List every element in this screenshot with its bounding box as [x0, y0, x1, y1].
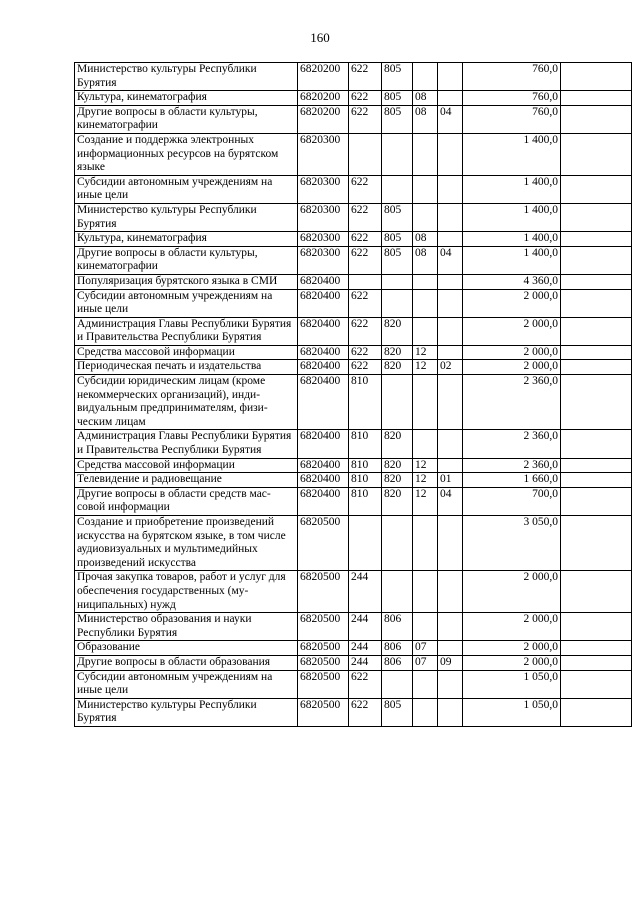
- target-article-cell: 6820400: [298, 345, 349, 360]
- amount-cell: 4 360,0: [463, 274, 561, 289]
- expense-type-cell: [349, 274, 382, 289]
- row-name-cell: Средства массовой информации: [75, 458, 298, 473]
- empty-cell: [561, 105, 632, 133]
- expense-type-cell: 810: [349, 430, 382, 458]
- admin-code-cell: 805: [382, 105, 413, 133]
- admin-code-cell: 820: [382, 430, 413, 458]
- row-name-cell: Образование: [75, 641, 298, 656]
- subsection-code-cell: 04: [438, 487, 463, 515]
- admin-code-cell: 820: [382, 473, 413, 488]
- empty-cell: [561, 458, 632, 473]
- table-row: [75, 670, 632, 698]
- target-article-cell: 6820200: [298, 105, 349, 133]
- empty-cell: [561, 232, 632, 247]
- amount-cell: 1 050,0: [463, 670, 561, 698]
- table-row: [75, 375, 632, 430]
- expense-type-cell: 622: [349, 246, 382, 274]
- subsection-code-cell: [438, 613, 463, 641]
- target-article-cell: 6820400: [298, 360, 349, 375]
- admin-code-cell: [382, 516, 413, 571]
- target-article-cell: 6820400: [298, 317, 349, 345]
- empty-cell: [561, 345, 632, 360]
- row-name-cell: Министерство культуры Республики Бурятия: [75, 63, 298, 91]
- budget-table: [74, 62, 632, 727]
- expense-type-cell: 244: [349, 655, 382, 670]
- empty-cell: [561, 473, 632, 488]
- amount-cell: 2 000,0: [463, 345, 561, 360]
- empty-cell: [561, 91, 632, 106]
- section-code-cell: [413, 175, 438, 203]
- admin-code-cell: 820: [382, 345, 413, 360]
- subsection-code-cell: [438, 91, 463, 106]
- target-article-cell: 6820400: [298, 274, 349, 289]
- row-name-cell: Телевидение и радиовещание: [75, 473, 298, 488]
- section-code-cell: [413, 317, 438, 345]
- subsection-code-cell: 01: [438, 473, 463, 488]
- empty-cell: [561, 175, 632, 203]
- section-code-cell: 12: [413, 458, 438, 473]
- expense-type-cell: 810: [349, 473, 382, 488]
- target-article-cell: 6820300: [298, 246, 349, 274]
- empty-cell: [561, 375, 632, 430]
- section-code-cell: 12: [413, 487, 438, 515]
- expense-type-cell: 622: [349, 345, 382, 360]
- empty-cell: [561, 289, 632, 317]
- subsection-code-cell: [438, 274, 463, 289]
- amount-cell: 2 000,0: [463, 655, 561, 670]
- amount-cell: 1 400,0: [463, 133, 561, 175]
- empty-cell: [561, 516, 632, 571]
- table-row: [75, 430, 632, 458]
- section-code-cell: [413, 430, 438, 458]
- table-row: [75, 698, 632, 726]
- target-article-cell: 6820500: [298, 641, 349, 656]
- table-row: [75, 655, 632, 670]
- section-code-cell: 12: [413, 473, 438, 488]
- section-code-cell: [413, 698, 438, 726]
- table-row: [75, 487, 632, 515]
- page-number: 160: [310, 30, 330, 45]
- subsection-code-cell: [438, 458, 463, 473]
- subsection-code-cell: [438, 430, 463, 458]
- subsection-code-cell: [438, 670, 463, 698]
- admin-code-cell: 820: [382, 360, 413, 375]
- amount-cell: 2 000,0: [463, 613, 561, 641]
- empty-cell: [561, 698, 632, 726]
- table-row: [75, 289, 632, 317]
- empty-cell: [561, 360, 632, 375]
- admin-code-cell: [382, 274, 413, 289]
- table-row: [75, 317, 632, 345]
- table-row: [75, 473, 632, 488]
- empty-cell: [561, 133, 632, 175]
- expense-type-cell: 622: [349, 317, 382, 345]
- empty-cell: [561, 317, 632, 345]
- subsection-code-cell: 09: [438, 655, 463, 670]
- expense-type-cell: 810: [349, 487, 382, 515]
- empty-cell: [561, 487, 632, 515]
- row-name-cell: Другие вопросы в области культуры, кинематографии: [75, 105, 298, 133]
- section-code-cell: [413, 571, 438, 613]
- target-article-cell: 6820400: [298, 458, 349, 473]
- row-name-cell: Другие вопросы в области культуры, кинематографии: [75, 246, 298, 274]
- amount-cell: 760,0: [463, 105, 561, 133]
- empty-cell: [561, 670, 632, 698]
- table-row: [75, 641, 632, 656]
- amount-cell: 2 000,0: [463, 571, 561, 613]
- expense-type-cell: 622: [349, 91, 382, 106]
- admin-code-cell: 806: [382, 613, 413, 641]
- amount-cell: 2 360,0: [463, 430, 561, 458]
- target-article-cell: 6820300: [298, 232, 349, 247]
- row-name-cell: Создание и приобретение произведений искусства на бурятском языке, в том числе аудиовизуальных и мультимедийных произведений искусства: [75, 516, 298, 571]
- subsection-code-cell: [438, 641, 463, 656]
- section-code-cell: [413, 670, 438, 698]
- table-row: [75, 91, 632, 106]
- row-name-cell: Создание и поддержка электронных информационных ресурсов на бурятском языке: [75, 133, 298, 175]
- target-article-cell: 6820400: [298, 473, 349, 488]
- admin-code-cell: [382, 175, 413, 203]
- subsection-code-cell: [438, 289, 463, 317]
- empty-cell: [561, 246, 632, 274]
- section-code-cell: [413, 63, 438, 91]
- section-code-cell: [413, 375, 438, 430]
- section-code-cell: 08: [413, 232, 438, 247]
- row-name-cell: Средства массовой информации: [75, 345, 298, 360]
- row-name-cell: Субсидии автономным учреждениям на иные цели: [75, 175, 298, 203]
- expense-type-cell: 810: [349, 458, 382, 473]
- admin-code-cell: 805: [382, 246, 413, 274]
- expense-type-cell: 622: [349, 175, 382, 203]
- amount-cell: 2 360,0: [463, 458, 561, 473]
- subsection-code-cell: [438, 317, 463, 345]
- admin-code-cell: 820: [382, 458, 413, 473]
- subsection-code-cell: [438, 175, 463, 203]
- row-name-cell: Министерство культуры Республики Бурятия: [75, 203, 298, 231]
- subsection-code-cell: 04: [438, 105, 463, 133]
- target-article-cell: 6820500: [298, 698, 349, 726]
- admin-code-cell: 805: [382, 91, 413, 106]
- admin-code-cell: 805: [382, 63, 413, 91]
- target-article-cell: 6820400: [298, 375, 349, 430]
- empty-cell: [561, 63, 632, 91]
- expense-type-cell: 622: [349, 670, 382, 698]
- subsection-code-cell: [438, 232, 463, 247]
- table-row: [75, 133, 632, 175]
- target-article-cell: 6820300: [298, 175, 349, 203]
- expense-type-cell: 810: [349, 375, 382, 430]
- row-name-cell: Культура, кинематография: [75, 232, 298, 247]
- expense-type-cell: 622: [349, 289, 382, 317]
- row-name-cell: Другие вопросы в области образования: [75, 655, 298, 670]
- amount-cell: 1 660,0: [463, 473, 561, 488]
- table-row: [75, 274, 632, 289]
- amount-cell: 2 000,0: [463, 641, 561, 656]
- table-row: [75, 345, 632, 360]
- empty-cell: [561, 613, 632, 641]
- expense-type-cell: [349, 516, 382, 571]
- budget-table-body: [75, 63, 632, 727]
- expense-type-cell: 622: [349, 698, 382, 726]
- subsection-code-cell: [438, 63, 463, 91]
- admin-code-cell: 805: [382, 232, 413, 247]
- admin-code-cell: 805: [382, 698, 413, 726]
- subsection-code-cell: [438, 571, 463, 613]
- amount-cell: 2 000,0: [463, 289, 561, 317]
- subsection-code-cell: [438, 698, 463, 726]
- expense-type-cell: 622: [349, 105, 382, 133]
- subsection-code-cell: [438, 345, 463, 360]
- row-name-cell: Министерство образования и науки Республики Бурятия: [75, 613, 298, 641]
- section-code-cell: 12: [413, 345, 438, 360]
- admin-code-cell: [382, 133, 413, 175]
- table-row: [75, 360, 632, 375]
- section-code-cell: 08: [413, 105, 438, 133]
- amount-cell: 1 400,0: [463, 232, 561, 247]
- row-name-cell: Администрация Главы Республики Бурятия и Правительства Республики Бурятия: [75, 430, 298, 458]
- amount-cell: 1 050,0: [463, 698, 561, 726]
- amount-cell: 1 400,0: [463, 246, 561, 274]
- row-name-cell: Субсидии юридическим лицам (кроме некоммерческих организаций), индивидуальным предпринимателям, физическим лицам: [75, 375, 298, 430]
- section-code-cell: 08: [413, 91, 438, 106]
- section-code-cell: 07: [413, 641, 438, 656]
- admin-code-cell: 805: [382, 203, 413, 231]
- expense-type-cell: 622: [349, 360, 382, 375]
- expense-type-cell: 244: [349, 613, 382, 641]
- row-name-cell: Популяризация бурятского языка в СМИ: [75, 274, 298, 289]
- row-name-cell: Культура, кинематография: [75, 91, 298, 106]
- amount-cell: 760,0: [463, 63, 561, 91]
- subsection-code-cell: [438, 203, 463, 231]
- empty-cell: [561, 641, 632, 656]
- table-row: [75, 203, 632, 231]
- section-code-cell: 12: [413, 360, 438, 375]
- section-code-cell: 07: [413, 655, 438, 670]
- target-article-cell: 6820300: [298, 203, 349, 231]
- table-row: [75, 613, 632, 641]
- subsection-code-cell: [438, 133, 463, 175]
- amount-cell: 2 000,0: [463, 360, 561, 375]
- section-code-cell: 08: [413, 246, 438, 274]
- table-row: [75, 232, 632, 247]
- expense-type-cell: 622: [349, 203, 382, 231]
- admin-code-cell: 806: [382, 641, 413, 656]
- section-code-cell: [413, 516, 438, 571]
- row-name-cell: Прочая закупка товаров, работ и услуг для обеспечения государственных (муниципальных) нужд: [75, 571, 298, 613]
- subsection-code-cell: 02: [438, 360, 463, 375]
- admin-code-cell: [382, 289, 413, 317]
- table-row: [75, 105, 632, 133]
- target-article-cell: 6820200: [298, 91, 349, 106]
- target-article-cell: 6820500: [298, 571, 349, 613]
- expense-type-cell: 244: [349, 641, 382, 656]
- admin-code-cell: 820: [382, 317, 413, 345]
- amount-cell: 3 050,0: [463, 516, 561, 571]
- amount-cell: 2 360,0: [463, 375, 561, 430]
- expense-type-cell: 622: [349, 63, 382, 91]
- subsection-code-cell: [438, 375, 463, 430]
- subsection-code-cell: 04: [438, 246, 463, 274]
- target-article-cell: 6820200: [298, 63, 349, 91]
- target-article-cell: 6820500: [298, 655, 349, 670]
- row-name-cell: Периодическая печать и издательства: [75, 360, 298, 375]
- target-article-cell: 6820500: [298, 516, 349, 571]
- section-code-cell: [413, 289, 438, 317]
- target-article-cell: 6820500: [298, 613, 349, 641]
- row-name-cell: Субсидии автономным учреждениям на иные цели: [75, 289, 298, 317]
- target-article-cell: 6820400: [298, 289, 349, 317]
- amount-cell: 1 400,0: [463, 203, 561, 231]
- row-name-cell: Администрация Главы Республики Бурятия и Правительства Республики Бурятия: [75, 317, 298, 345]
- section-code-cell: [413, 613, 438, 641]
- expense-type-cell: 622: [349, 232, 382, 247]
- table-row: [75, 571, 632, 613]
- target-article-cell: 6820500: [298, 670, 349, 698]
- amount-cell: 2 000,0: [463, 317, 561, 345]
- admin-code-cell: 820: [382, 487, 413, 515]
- table-row: [75, 516, 632, 571]
- row-name-cell: Министерство культуры Республики Бурятия: [75, 698, 298, 726]
- empty-cell: [561, 655, 632, 670]
- target-article-cell: 6820300: [298, 133, 349, 175]
- empty-cell: [561, 203, 632, 231]
- subsection-code-cell: [438, 516, 463, 571]
- empty-cell: [561, 430, 632, 458]
- amount-cell: 760,0: [463, 91, 561, 106]
- section-code-cell: [413, 203, 438, 231]
- expense-type-cell: [349, 133, 382, 175]
- empty-cell: [561, 571, 632, 613]
- expense-type-cell: 244: [349, 571, 382, 613]
- table-row: [75, 63, 632, 91]
- empty-cell: [561, 274, 632, 289]
- admin-code-cell: [382, 670, 413, 698]
- amount-cell: 1 400,0: [463, 175, 561, 203]
- target-article-cell: 6820400: [298, 430, 349, 458]
- section-code-cell: [413, 274, 438, 289]
- section-code-cell: [413, 133, 438, 175]
- admin-code-cell: 806: [382, 655, 413, 670]
- table-row: [75, 246, 632, 274]
- row-name-cell: Субсидии автономным учреждениям на иные цели: [75, 670, 298, 698]
- admin-code-cell: [382, 571, 413, 613]
- target-article-cell: 6820400: [298, 487, 349, 515]
- table-row: [75, 458, 632, 473]
- row-name-cell: Другие вопросы в области средств массовой информации: [75, 487, 298, 515]
- table-row: [75, 175, 632, 203]
- admin-code-cell: [382, 375, 413, 430]
- amount-cell: 700,0: [463, 487, 561, 515]
